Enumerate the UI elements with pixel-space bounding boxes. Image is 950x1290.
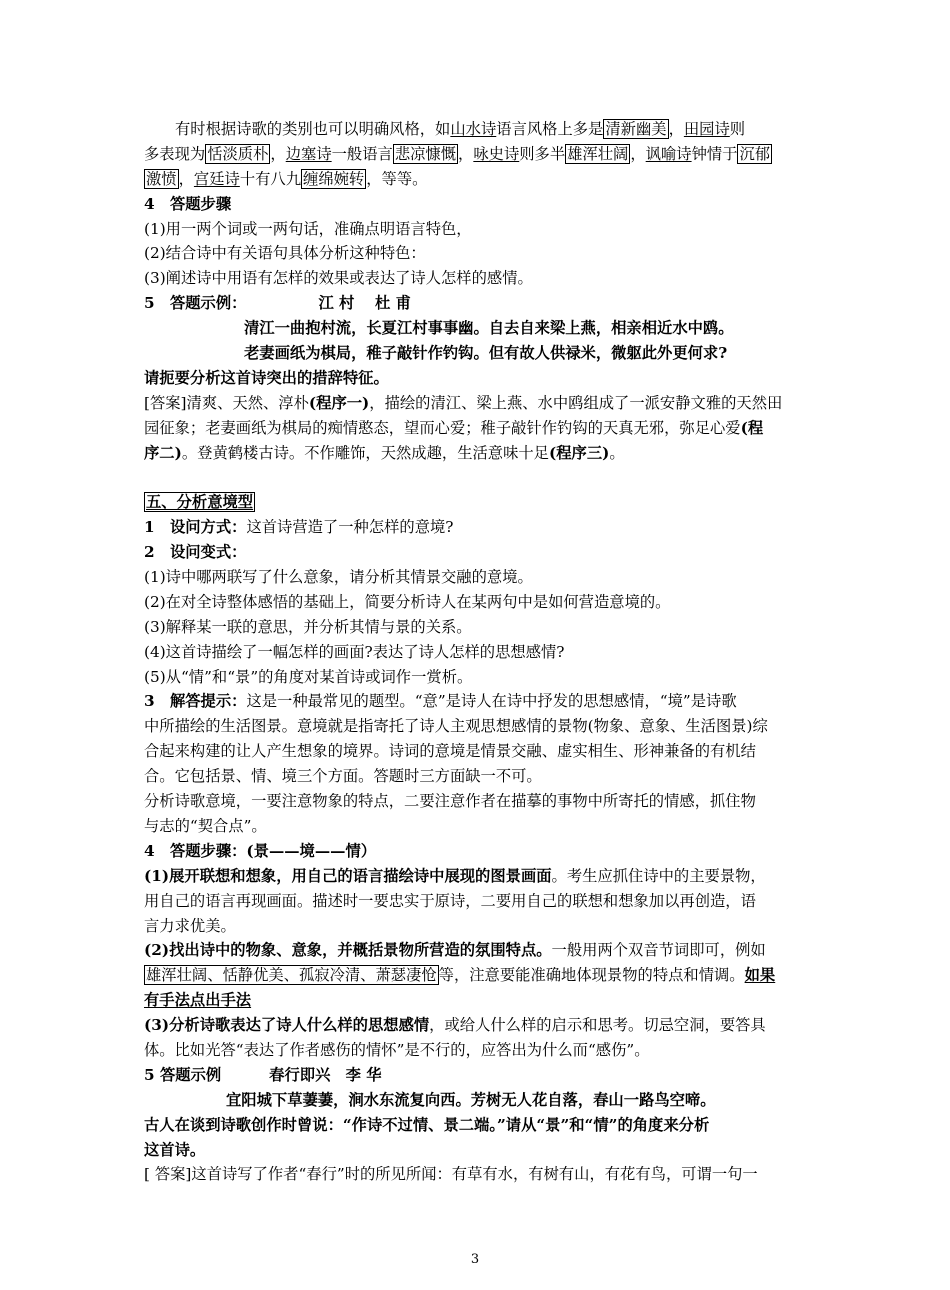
variant-line: (3)解释某一联的意思，并分析其情与景的关系。 [144,617,472,636]
section-heading: 4 答题步骤：(景——境——情） [144,841,377,860]
answer-line: 序二)。登黄鹤楼古诗。不作雕饰，天然成趣，生活意味十足(程序三)。 [144,443,625,462]
paragraph-line: 有时根据诗歌的类别也可以明确风格，如山水诗语言风格上多是 清新幽美 ，田园诗则 [175,120,746,138]
paragraph-line: 多表现为 恬淡质朴 ，边塞诗一般语言 悲凉慷慨 ，咏史诗则多半 雄浑壮阔 ，讽喻诗钟情于 沉郁 [144,144,771,163]
paragraph-line: 激愤 ，宫廷诗十有八九 缠绵婉转 ，等等。 [146,169,428,188]
answer-line: 园征象；老妻画纸为棋局的痴情憨态，望而心爱；稚子敲针作钓钩的天真无邪，弥足心爱(程 [144,418,764,437]
paragraph-line: 3 解答提示：这是一种最常见的题型。“意”是诗人在诗中抒发的思想感情，“境”是诗歌 [144,692,737,711]
paragraph-line: (3)分析诗歌表达了诗人什么样的思想感情，或给人什么样的启示和思考。切忌空洞，要答具 [144,1016,766,1035]
paragraph-line: (2)找出诗中的物象、意象，并概括景物所营造的氛围特点。一般用两个双音节词即可，例如 [144,941,766,960]
term-boxed: 恬淡质朴 [207,144,269,163]
step-line: (3)阐述诗中用语有怎样的效果或表达了诗人怎样的感情。 [144,269,533,288]
answer-line: [答案]清爽、天然、淳朴(程序一)，描绘的清江、梁上燕、水中鸥组成了一派安静文雅的天然田 [144,393,783,412]
paragraph-line: 体。比如光答“表达了作者感伤的情怀”是不行的，应答出为什么而“感伤”。 [144,1040,650,1059]
question: 这首诗。 [144,1140,206,1159]
poem-line: 老妻画纸为棋局，稚子敲针作钓钩。但有故人供禄米，微躯此外更何求? [244,344,728,363]
section-heading: 2 设问变式： [144,543,247,562]
term-underlined: 咏史诗 [473,144,520,163]
paragraph-line: 雄浑壮阔、恬静优美、孤寂冷清、萧瑟凄怆 等，注意要能准确地体现景物的特点和情调。如果 [146,966,776,985]
poem-line: 清江一曲抱村流，长夏江村事事幽。自去自来梁上燕，相亲相近水中鸥。 [244,319,734,338]
variant-line: (1)诗中哪两联写了什么意象，请分析其情景交融的意境。 [144,568,533,587]
paragraph-line: 用自己的语言再现画面。描述时一要忠实于原诗，二要用自己的联想和想象加以再创造，语 [144,891,756,910]
term-underlined: 山水诗 [450,120,497,138]
blank-line [144,465,808,490]
paragraph-line: 与志的“契合点”。 [144,816,267,835]
paragraph-line: 中所描绘的生活图景。意境就是指寄托了诗人主观思想感情的景物(物象、意象、生活图景)综 [144,717,768,736]
poem-line: 宜阳城下草萋萋，涧水东流复向西。芳树无人花自落，春山一路鸟空啼。 [226,1090,716,1109]
page-number: 3 [470,1252,480,1267]
question: 请扼要分析这首诗突出的措辞特征。 [144,368,389,387]
variant-line: (5)从“情”和“景”的角度对某首诗或词作一赏析。 [144,667,473,686]
term-underlined: 讽喻诗 [645,144,692,163]
section-title-boxed: 五、分析意境型 [146,493,254,512]
section-heading: 4 答题步骤 [144,194,232,213]
term-underlined: 宫廷诗 [193,169,240,188]
term-underlined: 边塞诗 [285,144,332,163]
paragraph-line: 1 设问方式：这首诗营造了一种怎样的意境? [144,518,454,537]
term-boxed: 缠绵婉转 [303,169,365,188]
paragraph-line: 合。它包括景、情、境三个方面。答题时三方面缺一不可。 [144,767,542,786]
variant-line: (2)在对全诗整体感悟的基础上，简要分析诗人在某两句中是如何营造意境的。 [144,592,671,611]
term-boxed: 沉郁 [739,144,771,163]
paragraph-line: 分析诗歌意境，一要注意物象的特点，二要注意作者在描摹的事物中所寄托的情感，抓住物 [144,792,756,811]
poem-title: 春行即兴 李 华 [269,1065,382,1084]
term-boxed: 雄浑壮阔、恬静优美、孤寂冷清、萧瑟凄怆 [146,966,437,985]
question: 古人在谈到诗歌创作时曾说：“作诗不过情、景二端。”请从“景”和“情”的角度来分析 [144,1115,710,1134]
step-line: (2)结合诗中有关语句具体分析这种特色： [144,244,426,263]
section-title [144,490,808,515]
step-line: (1)用一两个词或一两句话，准确点明语言特色， [144,219,472,238]
section-heading: 5 答题示例 春行即兴 李 华 [144,1065,382,1084]
term-boxed: 悲凉慷慨 [394,144,457,163]
paragraph-line: (1)展开联想和想象，用自己的语言描绘诗中展现的图景画面。考生应抓住诗中的主要景物， [144,866,766,885]
poem-title: 江 村 杜 甫 [318,294,411,313]
document-page [144,117,808,1187]
paragraph-line: 合起来构建的让人产生想象的境界。诗词的意境是情景交融、虚实相生、形神兼备的有机结 [144,742,756,761]
term-boxed: 雄浑壮阔 [567,144,629,163]
answer-line: [ 答案]这首诗写了作者“春行”时的所见所闻：有草有水，有树有山，有花有鸟，可谓一句一 [144,1165,758,1184]
term-boxed: 激愤 [146,169,177,188]
term-boxed: 清新幽美 [605,120,667,138]
term-underlined: 田园诗 [683,120,730,138]
variant-line: (4)这首诗描绘了一幅怎样的画面?表达了诗人怎样的思想感情? [144,642,565,661]
paragraph-line: 言力求优美。 [144,916,236,935]
section-heading: 5 答题示例： 江 村 杜 甫 [144,294,411,313]
paragraph-line: 有手法点出手法 [144,991,252,1010]
